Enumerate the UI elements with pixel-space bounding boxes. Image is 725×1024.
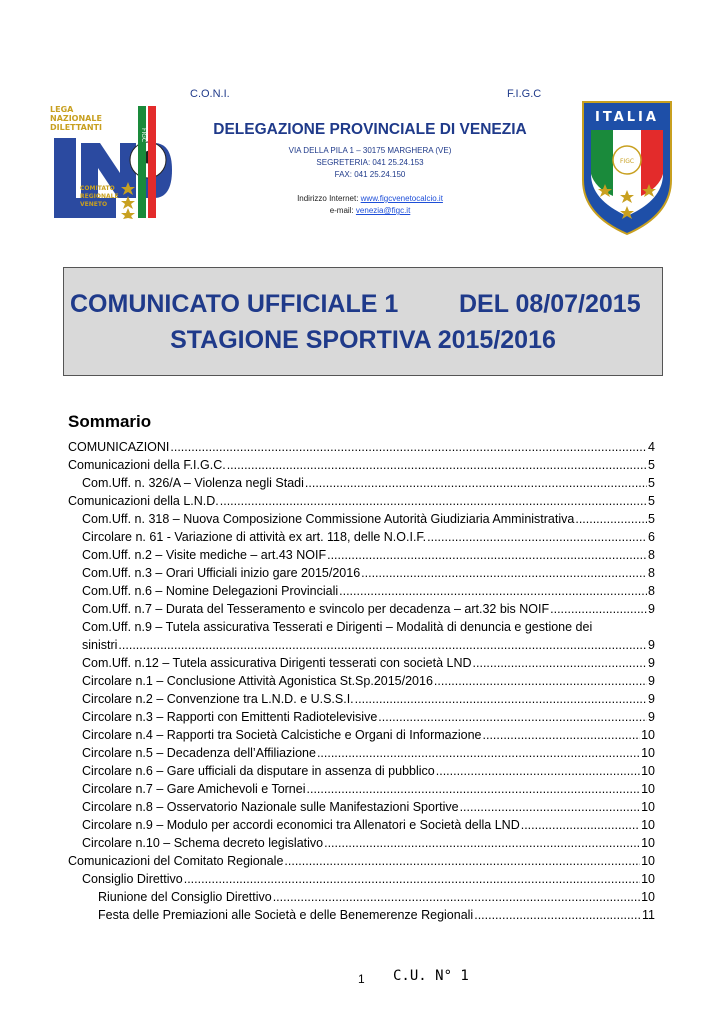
email-label: e-mail: xyxy=(329,206,356,215)
toc-entry[interactable]: Circolare n.3 – Rapporti con Emittenti Radiotelevisive ..... 9 xyxy=(68,708,655,726)
toc-entry[interactable]: Riunione del Consiglio Direttivo ..... 10 xyxy=(68,888,655,906)
secretary-phone: SEGRETERIA: 041 25.24.153 xyxy=(316,158,424,167)
toc-entry-wrapped-cont[interactable]: sinistri ..... 9 xyxy=(68,636,655,654)
internet-link[interactable]: www.figcvenetocalcio.it xyxy=(360,194,443,203)
toc-entry[interactable]: Festa delle Premiazioni alle Società e delle Benemerenze Regionali ..... 11 xyxy=(68,906,655,924)
toc-entry[interactable]: Circolare n.8 – Osservatorio Nazionale sulle Manifestazioni Sportive ..... 10 xyxy=(68,798,655,816)
title-season: STAGIONE SPORTIVA 2015/2016 xyxy=(170,326,556,354)
toc-entry[interactable]: Com.Uff. n. 318 – Nuova Composizione Commissione Autorità Giudiziaria Amministrativa ..... 5 xyxy=(68,510,655,528)
cu-number: C.U. N° 1 xyxy=(393,968,469,984)
email-link[interactable]: venezia@figc.it xyxy=(355,206,411,215)
lnd-logo xyxy=(46,98,174,220)
toc-entry[interactable]: Circolare n.2 – Convenzione tra L.N.D. e U.S.S.I. ..... 9 xyxy=(68,690,655,708)
lnd-bottom-3: VENETO xyxy=(80,201,108,208)
figc-label: F.I.G.C xyxy=(507,88,542,100)
fax-number: FAX: 041 25.24.150 xyxy=(334,170,406,179)
toc-entry[interactable]: Com.Uff. n.6 – Nomine Delegazioni Provinciali ..... 8 xyxy=(68,582,655,600)
email-line xyxy=(220,205,520,217)
italia-figc-text: FIGC xyxy=(619,158,635,165)
figc-italia-shield xyxy=(581,100,673,236)
coni-label: C.O.N.I. xyxy=(190,88,230,100)
lnd-letters: LND xyxy=(82,184,85,185)
toc-heading: Sommario xyxy=(68,412,152,431)
table-of-contents xyxy=(68,438,655,924)
toc-entry[interactable]: Comunicazioni della F.I.G.C. ..... 5 xyxy=(68,456,655,474)
italia-text: ITALIA xyxy=(595,110,659,125)
toc-entry-wrapped-first[interactable]: Com.Uff. n.9 – Tutela assicurativa Tesserati e Dirigenti – Modalità di denuncia e gestione dei xyxy=(82,620,593,634)
lnd-figc-text: FIGC xyxy=(140,128,147,143)
lnd-bottom-1: COMITATO xyxy=(80,185,115,192)
toc-entry[interactable]: COMUNICAZIONI ..... 4 xyxy=(68,438,655,456)
toc-entry[interactable]: Com.Uff. n.12 – Tutela assicurativa Dirigenti tesserati con società LND ..... 9 xyxy=(68,654,655,672)
toc-entry[interactable]: Circolare n.1 – Conclusione Attività Agonistica St.Sp.2015/2016 ..... 9 xyxy=(68,672,655,690)
lnd-text-dilettanti: DILETTANTI xyxy=(50,123,102,132)
toc-entry[interactable]: Circolare n.4 – Rapporti tra Società Calcistiche e Organi di Informazione ..... 10 xyxy=(68,726,655,744)
toc-entry[interactable]: Circolare n.9 – Modulo per accordi economici tra Allenatori e Società della LND ..... 10 xyxy=(68,816,655,834)
toc-entry[interactable]: Com.Uff. n.7 – Durata del Tesseramento e svincolo per decadenza – art.32 bis NOIF ..... 9 xyxy=(68,600,655,618)
internet-line xyxy=(220,193,520,205)
toc-entry[interactable]: Circolare n.6 – Gare ufficiali da disputare in assenza di pubblico ..... 10 xyxy=(68,762,655,780)
lnd-text-lega: LEGA xyxy=(50,105,74,114)
toc-entry[interactable]: Com.Uff. n.2 – Visite mediche – art.43 NOIF ..... 8 xyxy=(68,546,655,564)
title-communicato: COMUNICATO UFFICIALE 1 xyxy=(70,290,399,318)
toc-entry[interactable]: Circolare n.5 – Decadenza dell’Affiliazione ..... 10 xyxy=(68,744,655,762)
toc-entry[interactable]: Comunicazioni della L.N.D. ..... 5 xyxy=(68,492,655,510)
toc-entry[interactable]: Circolare n.10 – Schema decreto legislativo ..... 10 xyxy=(68,834,655,852)
toc-entry[interactable]: Com.Uff. n.3 – Orari Ufficiali inizio gare 2015/2016 ..... 8 xyxy=(68,564,655,582)
address: VIA DELLA PILA 1 – 30175 MARGHERA (VE) xyxy=(288,146,452,155)
lnd-bottom-2: REGIONALE xyxy=(80,193,119,200)
internet-label: Indirizzo Internet: xyxy=(297,194,361,203)
toc-entry[interactable]: Comunicazioni del Comitato Regionale ..... 10 xyxy=(68,852,655,870)
page-number: 1 xyxy=(358,972,365,986)
toc-entry[interactable]: Circolare n. 61 - Variazione di attività ex art. 118, delle N.O.I.F. ..... 6 xyxy=(68,528,655,546)
delegation-title: DELEGAZIONE PROVINCIALE DI VENEZIA xyxy=(213,121,527,138)
toc-entry[interactable]: Consiglio Direttivo ..... 10 xyxy=(68,870,655,888)
toc-entry[interactable]: Com.Uff. n. 326/A – Violenza negli Stadi ..... 5 xyxy=(68,474,655,492)
title-date: DEL 08/07/2015 xyxy=(459,290,641,318)
toc-entry[interactable]: Circolare n.7 – Gare Amichevoli e Tornei ..... 10 xyxy=(68,780,655,798)
title-box xyxy=(63,267,663,376)
lnd-text-nazionale: NAZIONALE xyxy=(50,114,102,123)
